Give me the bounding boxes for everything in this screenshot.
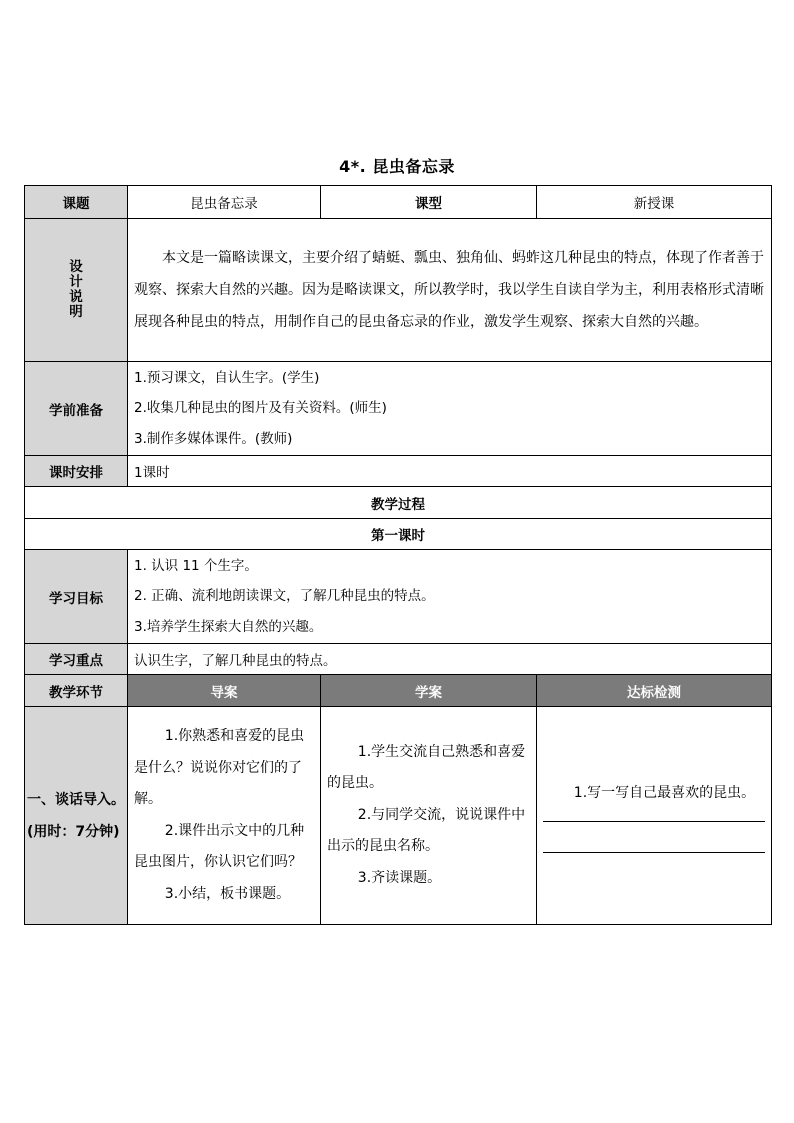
focus-row	[25, 644, 772, 675]
design-text-cell	[128, 219, 772, 362]
guide-item: 2.课件出示文中的几种昆虫图片，你认识它们吗？	[134, 822, 305, 870]
schedule-value: 1课时	[128, 456, 772, 487]
prep-item: 1.预习课文，自认生字。(学生)	[134, 369, 320, 386]
col-check-header: 达标检测	[537, 675, 772, 707]
design-text: 本文是一篇略读课文，主要介绍了蜻蜓、瓢虫、独角仙、蚂蚱这几种昆虫的特点，体现了作者善于观察、探索大自然的兴趣。因为是略读课文，所以教学时，我以学生自读自学为主，利用表格形式清晰展现各种昆虫的特点，用制作自己的昆虫备忘录的作业，激发学生观察、探索大自然的兴趣。	[134, 250, 764, 330]
topic-row	[25, 186, 772, 219]
schedule-row	[25, 456, 772, 487]
schedule-label: 课时安排	[25, 456, 128, 487]
goals-row	[25, 550, 772, 644]
design-label-char: 明	[69, 304, 83, 320]
focus-value: 认识生字，了解几种昆虫的特点。	[128, 644, 772, 675]
stage1-guide-cell	[128, 707, 321, 925]
goal-item: 2. 正确、流利地朗读课文，了解几种昆虫的特点。	[134, 588, 435, 605]
design-label	[25, 219, 128, 362]
guide-item: 1.你熟悉和喜爱的昆虫是什么？说说你对它们的了解。	[134, 728, 305, 807]
stage-header-label: 教学环节	[25, 675, 128, 707]
type-label: 课型	[321, 186, 537, 219]
prep-item: 3.制作多媒体课件。(教师)	[134, 430, 293, 447]
prep-item: 2.收集几种昆虫的图片及有关资料。(师生)	[134, 400, 387, 417]
design-label-char: 设	[69, 259, 83, 275]
design-label-char: 计	[69, 274, 83, 290]
answer-line	[543, 852, 765, 853]
stage-row	[25, 707, 772, 925]
study-item: 1.学生交流自己熟悉和喜爱的昆虫。	[327, 743, 526, 792]
document-title: 4*. 昆虫备忘录	[339, 157, 455, 176]
goals-list	[128, 550, 772, 644]
lesson-heading-row	[25, 519, 772, 550]
topic-label: 课题	[25, 186, 128, 219]
stage1-check-cell	[537, 707, 772, 925]
stage1-label: 一、谈话导入。(用时：7分钟)	[25, 707, 128, 925]
study-item: 2.与同学交流，说说课件中出示的昆虫名称。	[327, 806, 526, 855]
prep-list	[128, 362, 772, 456]
goal-item: 1. 认识 11 个生字。	[134, 557, 258, 574]
col-study-header: 学案	[321, 675, 537, 707]
design-label-char: 说	[69, 289, 83, 305]
topic-value: 昆虫备忘录	[128, 186, 321, 219]
goal-item: 3.培养学生探索大自然的兴趣。	[134, 618, 323, 635]
process-heading-row	[25, 487, 772, 519]
focus-label: 学习重点	[25, 644, 128, 675]
lesson-heading: 第一课时	[25, 519, 772, 550]
check-item: 1.写一写自己最喜欢的昆虫。	[573, 784, 756, 801]
study-item: 3.齐读课题。	[357, 869, 442, 886]
stage-header-row	[25, 675, 772, 707]
type-value: 新授课	[537, 186, 772, 219]
col-guide-header: 导案	[128, 675, 321, 707]
process-heading: 教学过程	[25, 487, 772, 519]
prep-row	[25, 362, 772, 456]
design-row	[25, 219, 772, 362]
stage1-study-cell	[321, 707, 537, 925]
goals-label: 学习目标	[25, 550, 128, 644]
guide-item: 3.小结，板书课题。	[164, 885, 291, 902]
lesson-plan-table	[24, 185, 772, 925]
prep-label: 学前准备	[25, 362, 128, 456]
